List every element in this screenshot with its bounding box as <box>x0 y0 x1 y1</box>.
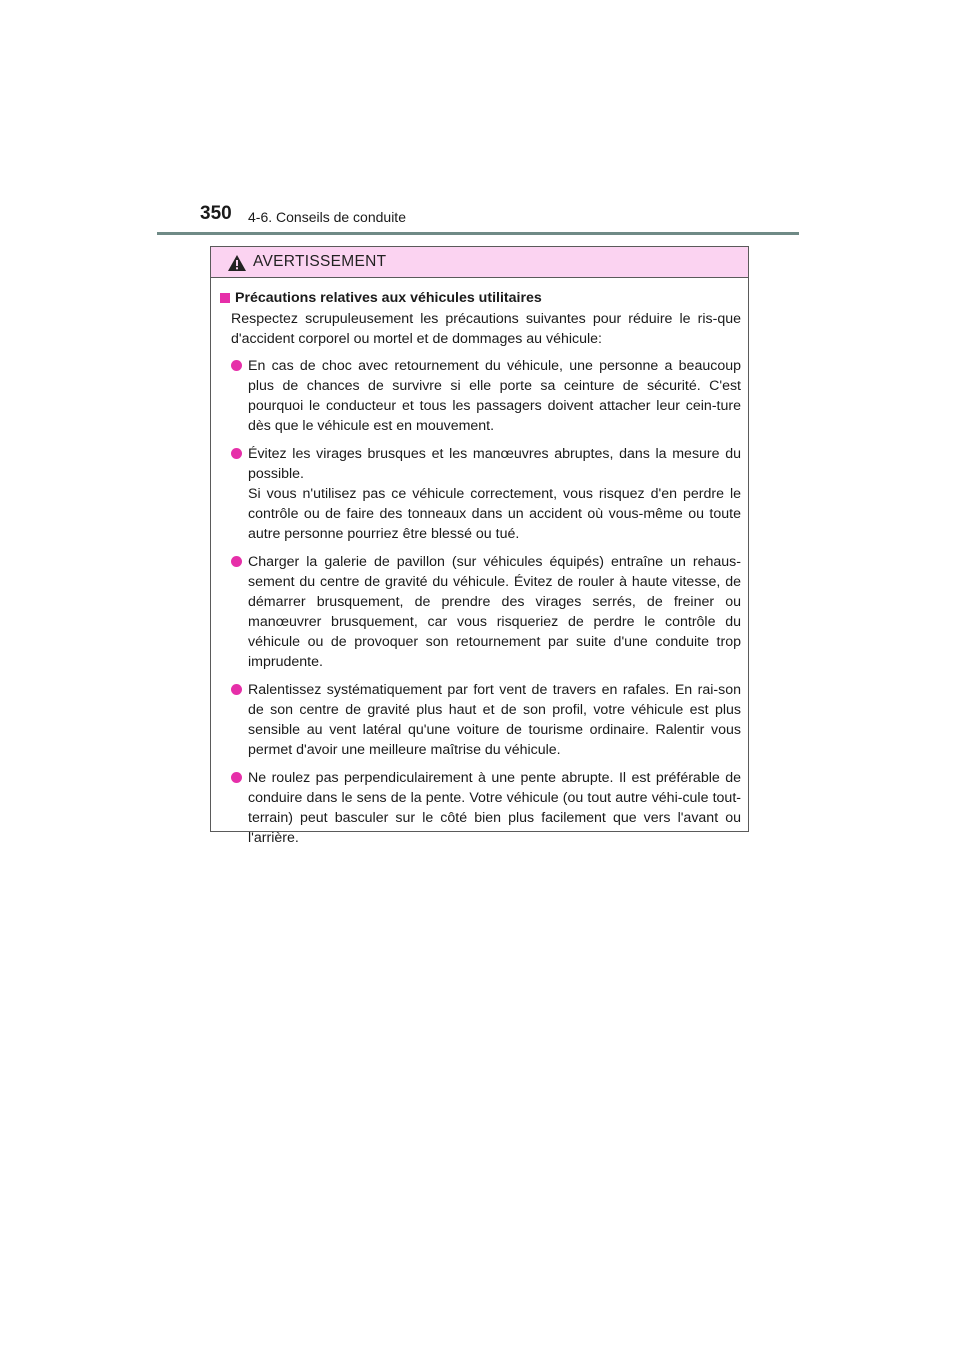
list-item-text: Ne roulez pas perpendiculairement à une pente abrupte. Il est préférable de conduire dans le sens de la pente. Votre véhicule (ou tout autre véhi-cule tout-terrain) peut basculer sur le côté bien plus facilement que vers l'avant ou l'arrière. <box>248 770 741 846</box>
warning-triangle-icon <box>227 254 247 272</box>
section-title: 4-6. Conseils de conduite <box>248 209 406 225</box>
square-bullet-icon <box>220 293 230 303</box>
list-item <box>218 552 741 672</box>
list-item-text: Ralentissez systématiquement par fort vent de travers en rafales. En rai-son de son centre de gravité plus haut et de son profil, votre véhicule est plus sensible au vent latéral qu'une voiture de tourisme ordinaire. Ralentir vous permet d'avoir une meilleure maîtrise du véhicule. <box>248 682 741 758</box>
bullet-dot-icon <box>231 448 242 459</box>
page-number: 350 <box>200 203 232 224</box>
warning-heading <box>218 288 741 308</box>
list-item-text: En cas de choc avec retournement du véhicule, une personne a beaucoup plus de chances de survivre si elle porte sa ceinture de sécurité. C'est pourquoi le conducteur et tous les passagers doivent attacher leur cein-ture dès que le véhicule est en mouvement. <box>248 358 741 434</box>
warning-title: AVERTISSEMENT <box>253 253 387 270</box>
list-item-text-continued: Si vous n'utilisez pas ce véhicule correctement, vous risquez d'en perdre le contrôle ou de faire des tonneaux dans un accident où vous-même ou toute autre personne pourriez être blessé ou tué. <box>248 486 741 542</box>
list-item <box>218 444 741 544</box>
list-item <box>218 680 741 760</box>
warning-box <box>210 246 749 846</box>
bullet-dot-icon <box>231 556 242 567</box>
warning-heading-text: Précautions relatives aux véhicules utilitaires <box>235 290 542 306</box>
warning-intro: Respectez scrupuleusement les précautions suivantes pour réduire le ris-que d'accident corporel ou mortel et de dommages au véhicule: <box>231 311 741 347</box>
bullet-dot-icon <box>231 360 242 371</box>
list-item-text: Évitez les virages brusques et les manœuvres abruptes, dans la mesure du possible. <box>248 446 741 482</box>
header-rule <box>157 232 799 235</box>
list-item <box>218 356 741 436</box>
list-item <box>218 768 741 848</box>
warning-header <box>211 247 748 278</box>
bullet-dot-icon <box>231 684 242 695</box>
page-header <box>200 203 800 233</box>
bullet-dot-icon <box>231 772 242 783</box>
list-item-text: Charger la galerie de pavillon (sur véhicules équipés) entraîne un rehaus-sement du centre de gravité du véhicule. Évitez de rouler à haute vitesse, de démarrer brusquement, de prendre des virages serrés, de freiner ou manœuvrer brusquement, car vous risqueriez de perdre le contrôle du véhicule ou de provoquer son retournement par suite d'une conduite trop imprudente. <box>248 554 741 670</box>
warning-body <box>211 278 748 848</box>
